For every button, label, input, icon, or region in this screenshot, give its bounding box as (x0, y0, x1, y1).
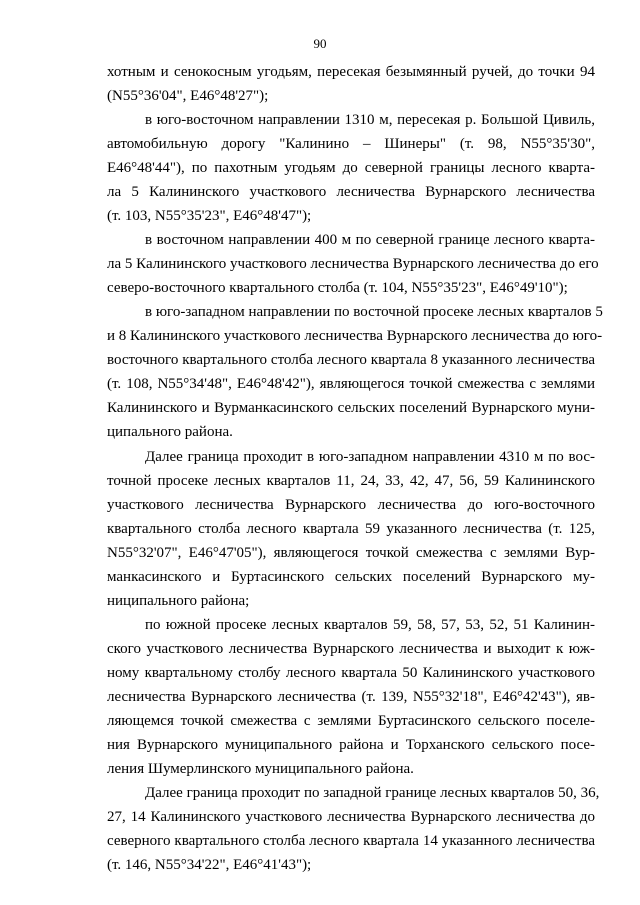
text-line: ления Шумерлинского муниципального района. (107, 761, 414, 777)
text-line: N55°32'07", E46°47'05"), являющегося точкой смежества с землями Вур- (107, 545, 595, 561)
text-line: участкового лесничества Вурнарского лесничества до юго-восточного (107, 497, 595, 513)
text-line: квартального столба лесного квартала 59 указанного лесничества (т. 125, (107, 521, 595, 537)
text-line: ниципального района; (107, 593, 250, 609)
text-line: манкасинского и Буртасинского сельских поселений Вурнарского му- (107, 569, 595, 585)
text-line: автомобильную дорогу "Калинино – Шинеры" (т. 98, N55°35'30", (107, 136, 595, 152)
text-line: E46°48'44"), по пахотным угодьям до северной границы лесного кварта- (107, 160, 595, 176)
text-line: в юго-восточном направлении 1310 м, пересекая р. Большой Цивиль, (145, 112, 595, 128)
text-line: ла 5 Калининского участкового лесничества Вурнарского лесничества до его (107, 256, 599, 272)
text-line: в восточном направлении 400 м по северной границе лесного кварта- (145, 232, 595, 248)
text-line: ципального района. (107, 424, 233, 440)
text-line: Калининского и Вурманкасинского сельских поселений Вурнарского муни- (107, 400, 595, 416)
text-line: ляющемся точкой смежества с землями Буртасинского сельского поселе- (107, 713, 595, 729)
text-line: и 8 Калининского участкового лесничества Вурнарского лесничества до юго- (107, 328, 603, 344)
text-line: северного квартального столба лесного квартала 14 указанного лесничества (107, 833, 595, 849)
text-line: ния Вурнарского муниципального района и Торханского сельского посе- (107, 737, 595, 753)
text-line: Далее граница проходит по западной границе лесных кварталов 50, 36, (145, 785, 600, 801)
text-line: 27, 14 Калининского участкового лесничества Вурнарского лесничества до (107, 809, 595, 825)
text-line: Далее граница проходит в юго-западном направлении 4310 м по вос- (145, 449, 595, 465)
text-line: (т. 146, N55°34'22", E46°41'43"); (107, 857, 312, 873)
text-line: лесничества Вурнарского лесничества (т. 139, N55°32'18", E46°42'43"), яв- (107, 689, 595, 705)
text-line: по южной просеке лесных кварталов 59, 58, 57, 53, 52, 51 Калинин- (145, 617, 595, 633)
text-line: восточного квартального столба лесного квартала 8 указанного лесничества (107, 352, 595, 368)
text-line: ского участкового лесничества Вурнарского лесничества и выходит к юж- (107, 641, 595, 657)
text-line: (т. 108, N55°34'48", E46°48'42"), являющегося точкой смежества с землями (107, 376, 595, 392)
text-line: в юго-западном направлении по восточной просеке лесных кварталов 5 (145, 304, 603, 320)
text-line: хотным и сенокосным угодьям, пересекая безымянный ручей, до точки 94 (107, 64, 595, 80)
text-line: северо-восточного квартального столба (т. 104, N55°35'23", E46°49'10"); (107, 280, 568, 296)
text-line: (N55°36'04", E46°48'27"); (107, 88, 269, 104)
text-line: ному квартальному столбу лесного квартала 50 Калининского участкового (107, 665, 595, 681)
text-line: ла 5 Калининского участкового лесничества Вурнарского лесничества (107, 184, 595, 200)
text-line: точной просеке лесных кварталов 11, 24, 33, 42, 47, 56, 59 Калининского (107, 473, 595, 489)
page-number: 90 (313, 36, 327, 51)
text-line: (т. 103, N55°35'23", E46°48'47"); (107, 208, 312, 224)
